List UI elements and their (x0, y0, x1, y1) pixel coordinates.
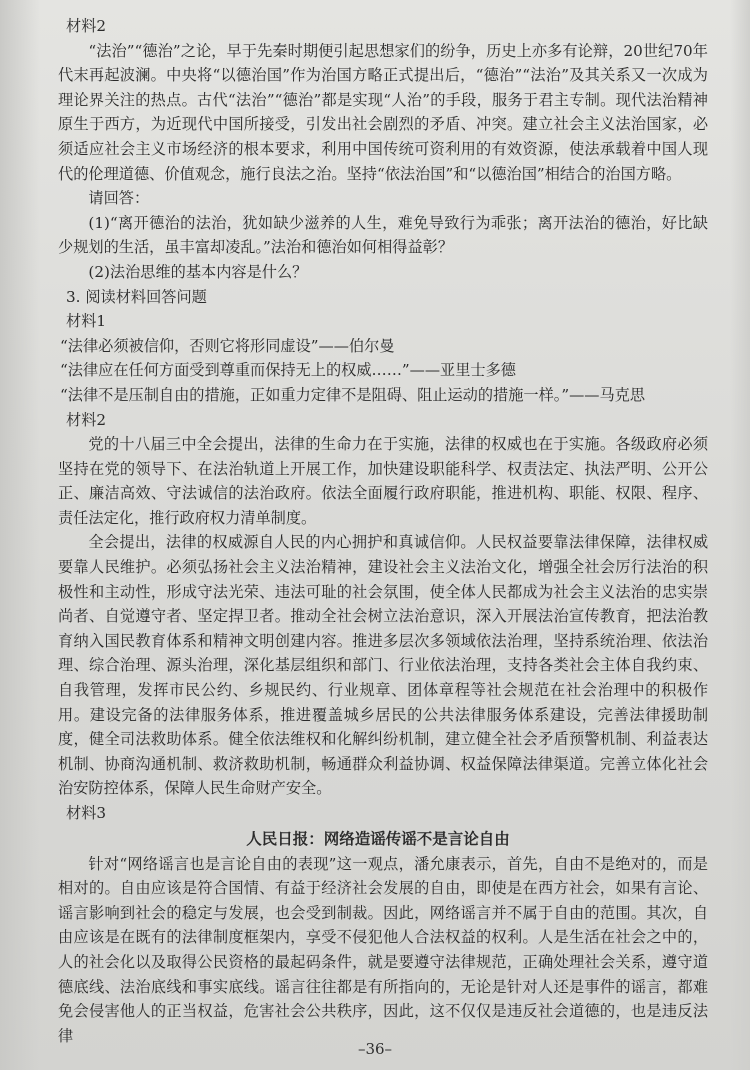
paragraph-internet-rumors: 针对“网络谣言也是言论自由的表现”这一观点，潘允康表示，首先，自由不是绝对的，而是相对的。自由应该是符合国情、有益于经济社会发展的自由，即使是在西方社会，如果有言论、谣言影响到社会的稳定与发展，也会受到制裁。因此，网络谣言并不属于自由的范围。其次，自由应该是在既有的法律制度框架内，享受不侵犯他人合法权益的权利。人是生活在社会之中的，人的社会化以及取得公民资格的最起码条件，就是要遵守法律规范，正确处理社会关系，遵守道德底线、法治底线和事实底线。谣言往往都是有所指向的，无论是针对人还是事件的谣言，都难免会侵害他人的正当权益，危害社会公共秩序，因此，这不仅仅是违反社会道德的，也是违反法律 (58, 854, 708, 1045)
paragraph-rule-of-law-and-virtue: “法治”“德治”之论，早于先秦时期便引起思想家们的纷争，历史上亦多有论辩，20世纪70年代末再起波澜。中央将“以德治国”作为治国方略正式提出后，“德治”“法治”及其关系又一次成为理论界关注的热点。古代“法治”“德治”都是实现“人治”的手段，服务于君主专制。现代法治精神原生于西方，为近现代中国所接受，引发出社会剧烈的矛盾、冲突。建立社会主义法治国家，必须适应社会主义市场经济的根本要求，利用中国传统可资利用的有效资源，使法承载着中国人现代的伦理道德、价值观念，施行良法之治。坚持“依法治国”和“以德治国”相结合的治国方略。 (58, 41, 708, 183)
paragraph-plenary-session: 党的十八届三中全会提出，法律的生命力在于实施，法律的权威也在于实施。各级政府必须坚持在党的领导下、在法治轨道上开展工作，加快建设职能科学、权责法定、执法严明、公开公正、廉洁高效、守法诚信的法治政府。依法全面履行政府职能，推进机构、职能、权限、程序、责任法定化，推行政府权力清单制度。 (58, 435, 708, 527)
article-title: 人民日报：网络造谣传谣不是言论自由 (246, 829, 510, 848)
material-3-heading: 材料3 (66, 804, 107, 822)
ask-label: 请回答： (88, 189, 150, 208)
quote-marx: “法律不是压制自由的措施，正如重力定律不是阻碍、阻止运动的措施一样。”——马克思 (60, 385, 646, 404)
material-heading: 材料2 (66, 17, 107, 35)
quote-berman: “法律必须被信仰，否则它将形同虚设”——伯尔曼 (60, 336, 395, 355)
question-1: (1)“离开德治的法治，犹如缺少滋养的人生，难免导致行为乖张；离开法治的德治，好比缺少规划的生活，虽丰富却凌乱。”法治和德治如何相得益彰？ (58, 213, 708, 257)
question-2: (2)法治思维的基本内容是什么？ (88, 262, 308, 281)
material-1-heading: 材料1 (66, 312, 107, 331)
page-content (58, 14, 708, 1048)
question-3-heading: 3. 阅读材料回答问题 (66, 287, 207, 306)
material-2-heading: 材料2 (66, 410, 107, 429)
paragraph-law-authority: 全会提出，法律的权威源自人民的内心拥护和真诚信仰。人民权益要靠法律保障，法律权威要靠人民维护。必须弘扬社会主义法治精神，建设社会主义法治文化，增强全社会厉行法治的积极性和主动性，形成守法光荣、违法可耻的社会氛围，使全体人民都成为社会主义法治的忠实崇尚者、自觉遵守者、坚定捍卫者。推动全社会树立法治意识，深入开展法治宣传教育，把法治教育纳入国民教育体系和精神文明创建内容。推进多层次多领域依法治理，坚持系统治理、依法治理、综合治理、源头治理，深化基层组织和部门、行业依法治理，支持各类社会主体自我约束、自我管理，发挥市民公约、乡规民约、行业规章、团体章程等社会规范在社会治理中的积极作用。建设完备的法律服务体系，推进覆盖城乡居民的公共法律服务体系建设，完善法律援助制度，健全司法救助体系。健全依法维权和化解纠纷机制，建立健全社会矛盾预警机制、利益表达机制、协商沟通机制、救济救助机制，畅通群众利益协调、权益保障法律渠道。完善立体化社会治安防控体系，保障人民生命财产安全。 (58, 533, 708, 798)
page-number: –36– (357, 1040, 393, 1058)
quote-aristotle: “法律应在任何方面受到尊重而保持无上的权威……”——亚里士多德 (60, 361, 516, 380)
